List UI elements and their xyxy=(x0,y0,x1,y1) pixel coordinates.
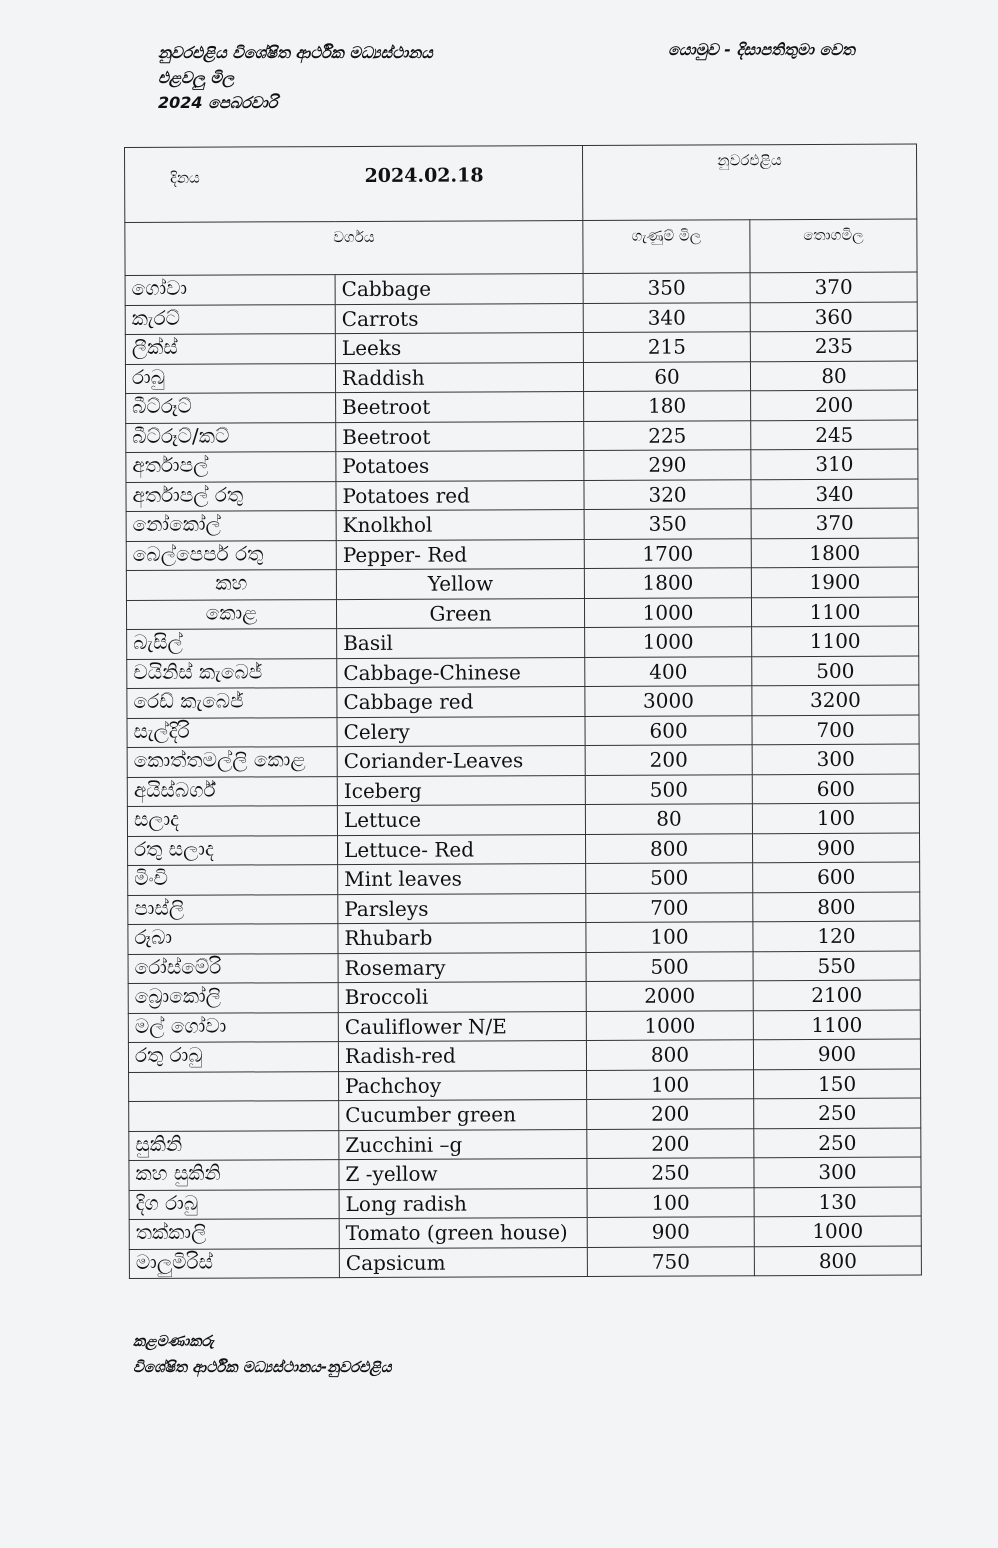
vegetable-name-sinhala: සලාද xyxy=(127,806,337,836)
wholesale-price: 310 xyxy=(751,449,918,479)
wholesale-price: 120 xyxy=(753,921,920,951)
vegetable-name-sinhala: කහ සුකිනි xyxy=(129,1160,339,1190)
wholesale-price-column-header: තොගමිල xyxy=(750,219,917,273)
vegetable-name-sinhala: චයිනිස් කැබෙජ් xyxy=(127,658,337,688)
table-row xyxy=(129,1069,921,1102)
vegetable-name-sinhala: ගෝවා xyxy=(125,275,335,305)
vegetable-name-sinhala: බීට්රූට් xyxy=(126,393,336,423)
wholesale-price: 250 xyxy=(754,1098,921,1128)
buy-price: 350 xyxy=(584,509,751,539)
buy-price: 225 xyxy=(584,420,751,450)
wholesale-price: 800 xyxy=(753,892,920,922)
document-footer xyxy=(133,1328,392,1380)
buy-price: 500 xyxy=(586,951,753,981)
wholesale-price: 1800 xyxy=(751,538,918,568)
vegetable-name-sinhala: තක්කාලි xyxy=(129,1219,339,1249)
table-row xyxy=(127,685,919,718)
wholesale-price: 1100 xyxy=(753,1010,920,1040)
buy-price: 80 xyxy=(585,804,752,834)
vegetable-name-english: Celery xyxy=(337,716,585,747)
wholesale-price: 3200 xyxy=(752,685,919,715)
region-label: නුවරඑළිය xyxy=(583,144,917,220)
buy-price: 200 xyxy=(587,1099,754,1129)
vegetable-name-english: Radish-red xyxy=(338,1040,586,1071)
vegetable-name-sinhala: රූබා xyxy=(128,924,338,954)
header-reference: යොමුව - දිසාපතිතුමා වෙත xyxy=(668,40,855,59)
vegetable-name-english: Carrots xyxy=(335,303,583,334)
table-row xyxy=(128,862,920,895)
table-row xyxy=(125,302,917,335)
table-row xyxy=(126,538,918,571)
table-row xyxy=(126,597,918,630)
vegetable-name-sinhala: කොත්තමල්ලි කොළ xyxy=(127,747,337,777)
wholesale-price: 600 xyxy=(753,862,920,892)
vegetable-name-sinhala: ලීක්ස් xyxy=(125,334,335,364)
buy-price: 320 xyxy=(584,479,751,509)
table-row xyxy=(128,892,920,925)
buy-price: 2000 xyxy=(586,981,753,1011)
table-row xyxy=(128,1039,920,1072)
wholesale-price: 235 xyxy=(750,331,917,361)
vegetable-name-english: Cabbage red xyxy=(337,686,585,717)
vegetable-name-english: Beetroot xyxy=(336,421,584,452)
vegetable-name-english: Rhubarb xyxy=(338,922,586,953)
footer-institution: විශේෂිත ආර්ථික මධ්‍යස්ථානය-නුවරඑළිය xyxy=(133,1358,392,1376)
vegetable-name-english: Iceberg xyxy=(337,775,585,806)
wholesale-price: 2100 xyxy=(753,980,920,1010)
buy-price: 500 xyxy=(585,774,752,804)
table-row xyxy=(129,1187,921,1220)
vegetable-name-english: Z -yellow xyxy=(339,1158,587,1189)
vegetable-name-english: Pepper- Red xyxy=(336,539,584,570)
buy-price: 1000 xyxy=(586,1010,753,1040)
vegetable-name-sinhala xyxy=(129,1101,339,1131)
wholesale-price: 1100 xyxy=(752,626,919,656)
vegetable-name-sinhala: නෝකෝල් xyxy=(126,511,336,541)
table-row xyxy=(126,420,918,453)
vegetable-name-sinhala xyxy=(129,1071,339,1101)
header-subject: එළවලු මිල xyxy=(158,68,235,87)
buy-price: 1700 xyxy=(584,538,751,568)
table-row xyxy=(125,272,917,305)
wholesale-price: 300 xyxy=(754,1157,921,1187)
vegetable-name-english: Beetroot xyxy=(336,391,584,422)
table-row xyxy=(129,1098,921,1131)
table-row xyxy=(127,774,919,807)
table-row xyxy=(127,744,919,777)
vegetable-name-sinhala: රෙඩ් කැබෙජ් xyxy=(127,688,337,718)
vegetable-name-english: Mint leaves xyxy=(338,863,586,894)
vegetable-name-sinhala: අර්තාපල් රතු xyxy=(126,481,336,511)
buy-price: 3000 xyxy=(585,686,752,716)
footer-title: කළමණාකරු xyxy=(133,1332,214,1350)
document-header-left xyxy=(158,40,433,115)
vegetable-name-sinhala: බෙල්පෙපර් රතු xyxy=(126,540,336,570)
wholesale-price: 245 xyxy=(751,420,918,450)
table-row xyxy=(127,656,919,689)
wholesale-price: 130 xyxy=(754,1187,921,1217)
wholesale-price: 370 xyxy=(750,272,917,302)
header-month: 2024 පෙබරවාරි xyxy=(158,93,278,112)
table-row xyxy=(128,921,920,954)
buy-price: 215 xyxy=(583,332,750,362)
wholesale-price: 360 xyxy=(750,302,917,332)
vegetable-name-sinhala: බැසිල් xyxy=(127,629,337,659)
vegetable-name-sinhala: සුකිනි xyxy=(129,1130,339,1160)
buy-price-column-header: ගැණුම් මිල xyxy=(583,220,750,274)
buy-price: 400 xyxy=(585,656,752,686)
type-column-header: වර්ගය xyxy=(125,220,583,275)
vegetable-name-sinhala: පාස්ලි xyxy=(128,894,338,924)
vegetable-name-sinhala: රාබු xyxy=(125,363,335,393)
vegetable-name-sinhala: අර්තාපල් xyxy=(126,452,336,482)
table-row xyxy=(129,1128,921,1161)
table-row xyxy=(129,1216,921,1249)
vegetable-name-sinhala: මාලුමිරිස් xyxy=(129,1248,339,1278)
vegetable-name-english: Long radish xyxy=(339,1188,587,1219)
buy-price: 1000 xyxy=(584,597,751,627)
table-row xyxy=(126,449,918,482)
wholesale-price: 1000 xyxy=(754,1216,921,1246)
date-cell xyxy=(125,145,583,222)
wholesale-price: 700 xyxy=(752,715,919,745)
header-institution: නුවරඑළිය විශේෂිත ආර්ථික මධ්‍යස්ථානය xyxy=(158,43,433,62)
vegetable-name-sinhala: සැල්දිරි xyxy=(127,717,337,747)
vegetable-name-sinhala: බ්‍රොකෝලි xyxy=(128,983,338,1013)
table-row xyxy=(128,951,920,984)
wholesale-price: 1100 xyxy=(751,597,918,627)
buy-price: 1000 xyxy=(585,627,752,657)
buy-price: 200 xyxy=(587,1128,754,1158)
wholesale-price: 100 xyxy=(752,803,919,833)
table-row xyxy=(127,626,919,659)
buy-price: 60 xyxy=(583,361,750,391)
buy-price: 750 xyxy=(587,1246,754,1276)
vegetable-name-english: Broccoli xyxy=(338,981,586,1012)
vegetable-name-english: Cabbage-Chinese xyxy=(337,657,585,688)
vegetable-name-english: Pachchoy xyxy=(339,1070,587,1101)
table-row xyxy=(126,508,918,541)
vegetable-name-sinhala: අයිස්බර්ග් xyxy=(127,776,337,806)
buy-price: 100 xyxy=(587,1187,754,1217)
vegetable-name-english: Zucchini –g xyxy=(339,1129,587,1160)
wholesale-price: 300 xyxy=(752,744,919,774)
vegetable-name-english: Cabbage xyxy=(335,273,583,304)
buy-price: 800 xyxy=(586,1040,753,1070)
vegetable-name-english: Potatoes red xyxy=(336,480,584,511)
vegetable-name-sinhala: රෝස්මේරි xyxy=(128,953,338,983)
wholesale-price: 250 xyxy=(754,1128,921,1158)
table-row xyxy=(128,980,920,1013)
buy-price: 500 xyxy=(586,863,753,893)
vegetable-name-english: Cucumber green xyxy=(339,1099,587,1130)
vegetable-name-sinhala: මල් ගෝවා xyxy=(128,1012,338,1042)
buy-price: 200 xyxy=(585,745,752,775)
vegetable-name-sinhala: කහ xyxy=(126,570,336,600)
vegetable-name-sinhala: කැරට් xyxy=(125,304,335,334)
wholesale-price: 900 xyxy=(753,1039,920,1069)
vegetable-name-english: Parsleys xyxy=(338,893,586,924)
table-row xyxy=(126,567,918,600)
table-row xyxy=(128,833,920,866)
table-row xyxy=(126,390,918,423)
buy-price: 700 xyxy=(586,892,753,922)
wholesale-price: 550 xyxy=(753,951,920,981)
wholesale-price: 900 xyxy=(753,833,920,863)
price-table xyxy=(124,144,922,1279)
buy-price: 600 xyxy=(585,715,752,745)
wholesale-price: 500 xyxy=(752,656,919,686)
wholesale-price: 200 xyxy=(751,390,918,420)
vegetable-name-english: Yellow xyxy=(336,568,584,599)
vegetable-name-sinhala: රතු රාබු xyxy=(128,1042,338,1072)
buy-price: 100 xyxy=(587,1069,754,1099)
table-row xyxy=(126,479,918,512)
table-row xyxy=(127,803,919,836)
vegetable-name-sinhala: දිග රාබු xyxy=(129,1189,339,1219)
vegetable-name-english: Capsicum xyxy=(339,1247,587,1278)
table-header-row-date xyxy=(125,144,917,222)
table-row xyxy=(128,1010,920,1043)
date-value: 2024.02.18 xyxy=(364,164,484,187)
wholesale-price: 340 xyxy=(751,479,918,509)
buy-price: 900 xyxy=(587,1217,754,1247)
buy-price: 340 xyxy=(583,302,750,332)
vegetable-name-sinhala: රතු සලාද xyxy=(128,835,338,865)
buy-price: 100 xyxy=(586,922,753,952)
date-label: දිනය xyxy=(170,168,200,187)
wholesale-price: 370 xyxy=(751,508,918,538)
vegetable-name-english: Lettuce xyxy=(337,804,585,835)
buy-price: 1800 xyxy=(584,568,751,598)
wholesale-price: 600 xyxy=(752,774,919,804)
buy-price: 250 xyxy=(587,1158,754,1188)
wholesale-price: 80 xyxy=(750,361,917,391)
vegetable-name-english: Knolkhol xyxy=(336,509,584,540)
vegetable-name-sinhala: කොළ xyxy=(126,599,336,629)
vegetable-name-english: Leeks xyxy=(335,332,583,363)
vegetable-name-english: Basil xyxy=(337,627,585,658)
vegetable-name-english: Coriander-Leaves xyxy=(337,745,585,776)
vegetable-name-english: Green xyxy=(336,598,584,629)
buy-price: 800 xyxy=(586,833,753,863)
buy-price: 290 xyxy=(584,450,751,480)
vegetable-name-english: Lettuce- Red xyxy=(338,834,586,865)
table-row xyxy=(129,1246,921,1279)
vegetable-name-english: Rosemary xyxy=(338,952,586,983)
vegetable-name-sinhala: මිංචි xyxy=(128,865,338,895)
vegetable-name-sinhala: බීට්රූට්/කට් xyxy=(126,422,336,452)
vegetable-name-english: Cauliflower N/E xyxy=(338,1011,586,1042)
vegetable-name-english: Tomato (green house) xyxy=(339,1217,587,1248)
vegetable-name-english: Potatoes xyxy=(336,450,584,481)
table-row xyxy=(129,1157,921,1190)
vegetable-name-english: Raddish xyxy=(335,362,583,393)
table-row xyxy=(125,331,917,364)
wholesale-price: 150 xyxy=(754,1069,921,1099)
table-row xyxy=(127,715,919,748)
table-header-row-columns xyxy=(125,219,917,275)
buy-price: 180 xyxy=(584,391,751,421)
table-row xyxy=(125,361,917,394)
wholesale-price: 800 xyxy=(754,1246,921,1276)
buy-price: 350 xyxy=(583,273,750,303)
wholesale-price: 1900 xyxy=(751,567,918,597)
